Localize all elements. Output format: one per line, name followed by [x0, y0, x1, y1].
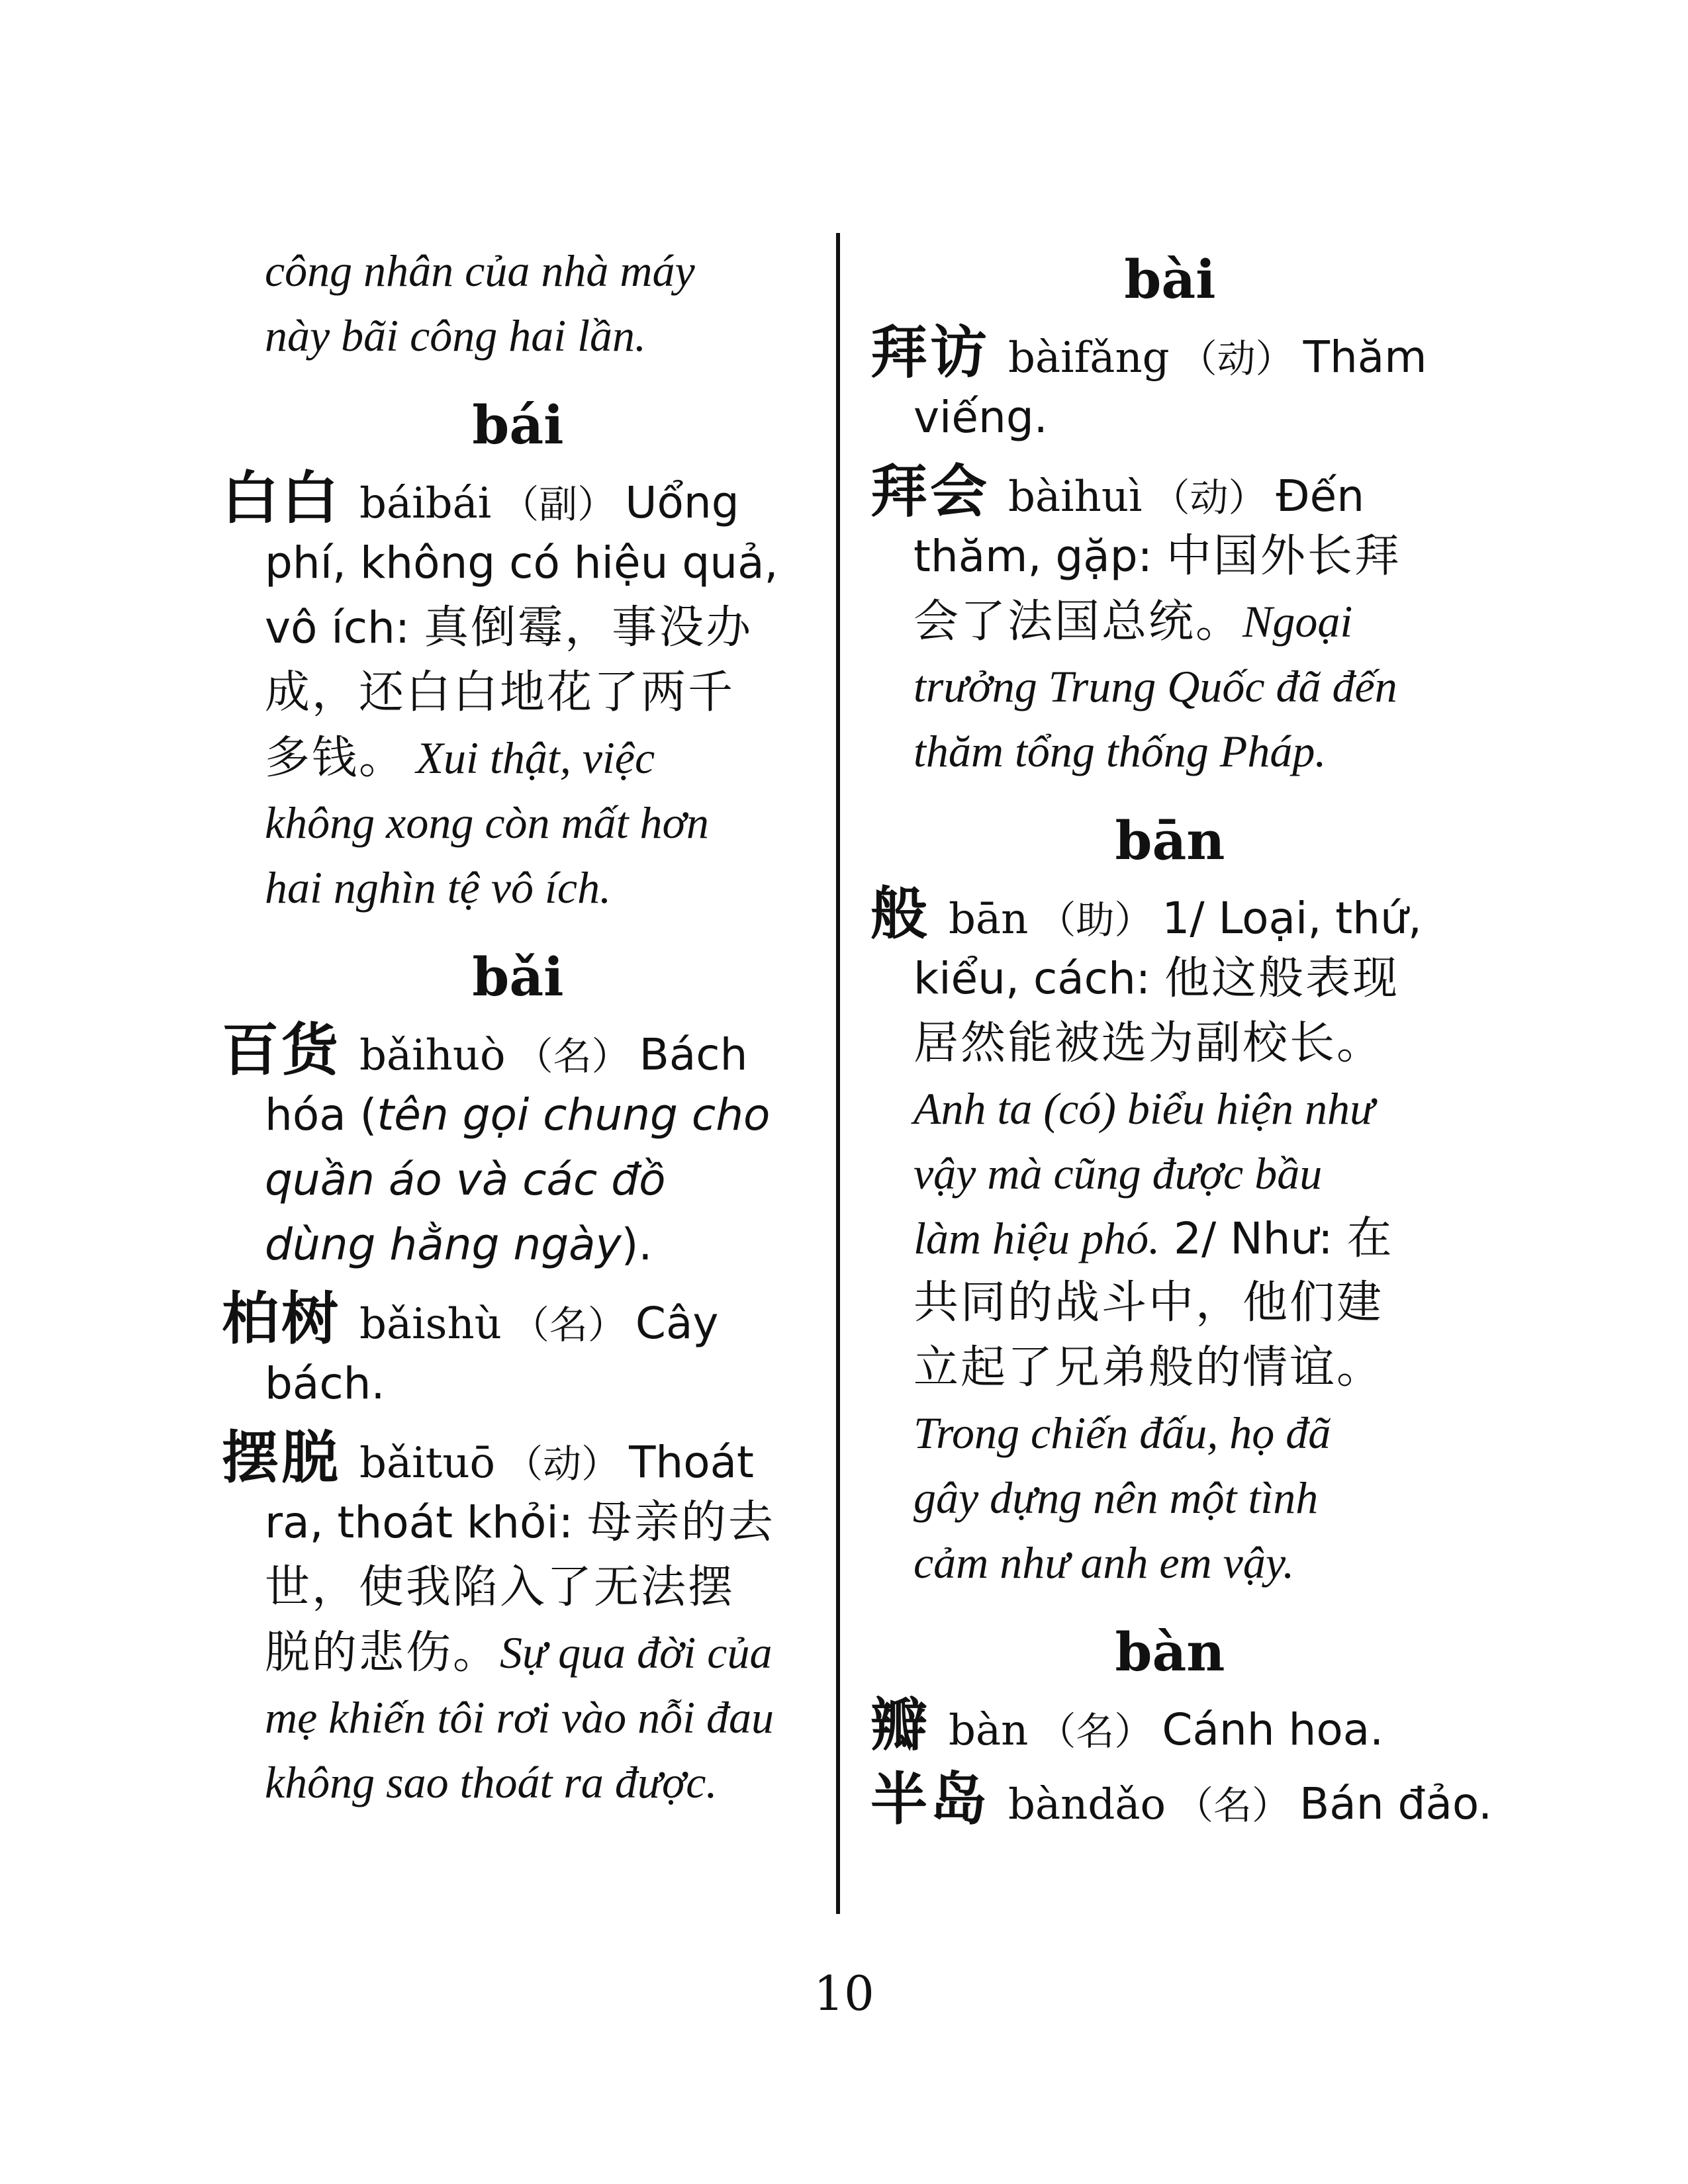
entry-definition: kiểu, cách:	[914, 953, 1165, 1004]
entry-baituo	[222, 1426, 814, 1815]
entry-pos: （动）	[1178, 336, 1294, 381]
entry-definition: vô ích:	[265, 602, 424, 653]
example-translation: cảm như anh em vậy.	[914, 1537, 1295, 1588]
entry-definition: hóa (	[265, 1089, 377, 1140]
entry-definition: Thoát	[629, 1437, 754, 1488]
entry-headword: 半岛	[870, 1766, 990, 1833]
entry-pinyin: báibái	[359, 479, 492, 528]
section-heading-bai3: bǎi	[472, 946, 564, 1008]
entry-baibai	[222, 466, 814, 920]
example-chinese: 真倒霉，事没办	[424, 602, 753, 654]
example-translation: gây dựng nên một tình	[914, 1473, 1319, 1523]
entry-ban	[870, 882, 1470, 1595]
entry-pos: （动）	[504, 1441, 620, 1486]
example-translation: mẹ khiến tôi rơi vào nỗi đau	[265, 1692, 774, 1743]
section-heading-ban1: bān	[1115, 809, 1225, 872]
entry-baihui	[870, 459, 1470, 784]
entry-headword: 摆脱	[222, 1425, 341, 1491]
entry-definition: ).	[621, 1219, 653, 1270]
example-chinese: 中国外长拜	[1166, 530, 1401, 582]
entry-headword: 般	[870, 881, 930, 947]
section-heading-bai2: bái	[472, 394, 564, 456]
entry-definition: Bách	[639, 1029, 748, 1080]
entry-pos: （副）	[500, 482, 616, 527]
entry-headword: 拜会	[870, 459, 990, 525]
entry-bandao	[870, 1766, 1493, 1833]
entry-pinyin: bǎituō	[359, 1439, 496, 1488]
entry-definition: Cây	[635, 1298, 719, 1349]
entry-pinyin: bàndǎo	[1008, 1780, 1166, 1829]
example-chinese: 母亲的去	[586, 1496, 775, 1549]
example-translation: Anh ta (có) biểu hiện như	[914, 1083, 1375, 1134]
entry-definition: 2/ Như:	[1160, 1213, 1347, 1264]
example-chinese: 居然能被选为副校长。	[914, 1017, 1384, 1069]
entry-headword: 拜访	[870, 320, 990, 386]
entry-baishu	[222, 1287, 814, 1416]
entry-pos: （名）	[1175, 1783, 1291, 1828]
example-chinese: 他这般表现	[1164, 952, 1400, 1005]
entry-definition: Uổng	[625, 477, 739, 528]
entry-note: dùng hằng ngày	[265, 1219, 622, 1270]
right-column	[870, 238, 1493, 1833]
entry-definition: Đến	[1276, 471, 1365, 522]
entry-pos: （名）	[514, 1034, 630, 1079]
entry-pinyin: bǎishù	[359, 1300, 502, 1349]
continued-example-line: này bãi công hai lần.	[265, 310, 647, 361]
example-translation: hai nghìn tệ vô ích.	[265, 862, 612, 913]
example-translation: không sao thoát ra được.	[265, 1757, 718, 1807]
entry-definition: Thăm	[1303, 332, 1427, 383]
section-heading-bai4: bài	[1124, 248, 1216, 310]
entry-pinyin: bǎihuò	[359, 1031, 506, 1080]
entry-baihuo	[222, 1018, 814, 1277]
entry-definition: Cánh hoa.	[1162, 1704, 1384, 1755]
continued-example-line: công nhân của nhà máy	[265, 246, 695, 296]
entry-definition: viếng.	[914, 392, 1048, 443]
section-heading-ban4: bàn	[1115, 1621, 1225, 1683]
entry-definition: bách.	[265, 1358, 385, 1409]
entry-pinyin: bàihuì	[1008, 473, 1143, 522]
example-chinese: 多钱。	[265, 732, 406, 784]
example-chinese: 脱的悲伤。	[265, 1627, 500, 1679]
example-chinese: 共同的战斗中，他们建	[914, 1277, 1384, 1329]
entry-pinyin: bān	[949, 895, 1029, 944]
example-translation: trưởng Trung Quốc đã đến	[914, 661, 1397, 711]
entry-pos: （助）	[1037, 897, 1153, 942]
example-chinese: 会了法国总统。	[914, 596, 1243, 648]
entry-baifang	[870, 320, 1470, 450]
left-column	[222, 238, 814, 1815]
entry-definition: phí, không có hiệu quả,	[265, 537, 778, 588]
entry-headword: 瓣	[870, 1692, 930, 1758]
entry-headword: 柏树	[222, 1286, 341, 1352]
example-translation: Xui thật, việc	[416, 733, 655, 783]
entry-headword: 百货	[222, 1017, 341, 1083]
entry-ban-petal	[870, 1693, 1470, 1758]
example-translation: vậy mà cũng được bầu	[914, 1148, 1323, 1199]
entry-note: quần áo và các đồ	[265, 1154, 666, 1205]
example-translation: Sự qua đời của	[500, 1627, 773, 1678]
entry-headword: 白白	[222, 465, 341, 531]
entry-definition: Bán đảo.	[1299, 1778, 1493, 1829]
example-chinese: 立起了兄弟般的情谊。	[914, 1342, 1384, 1394]
entry-definition: 1/ Loại, thứ,	[1162, 893, 1422, 944]
example-translation: không xong còn mất hơn	[265, 797, 709, 848]
entry-note: tên gọi chung cho	[377, 1089, 771, 1140]
column-divider	[836, 233, 840, 1914]
example-translation: làm hiệu phó.	[914, 1213, 1160, 1263]
example-chinese: 世，使我陷入了无法摆	[265, 1561, 735, 1614]
example-translation: Ngoại	[1243, 596, 1353, 647]
example-chinese: 成，还白白地花了两千	[265, 666, 735, 719]
example-chinese: 在	[1346, 1212, 1394, 1265]
entry-pos: （名）	[510, 1302, 626, 1347]
entry-pinyin: bàn	[949, 1706, 1029, 1755]
entry-pos: （动）	[1151, 475, 1267, 520]
example-translation: thăm tổng thống Pháp.	[914, 726, 1327, 776]
entry-pos: （名）	[1037, 1709, 1153, 1754]
page-number: 10	[814, 1966, 874, 2021]
example-translation: Trong chiến đấu, họ đã	[914, 1408, 1331, 1458]
entry-definition: ra, thoát khỏi:	[265, 1497, 587, 1548]
entry-definition: thăm, gặp:	[914, 531, 1166, 582]
entry-pinyin: bàifǎng	[1008, 334, 1170, 383]
